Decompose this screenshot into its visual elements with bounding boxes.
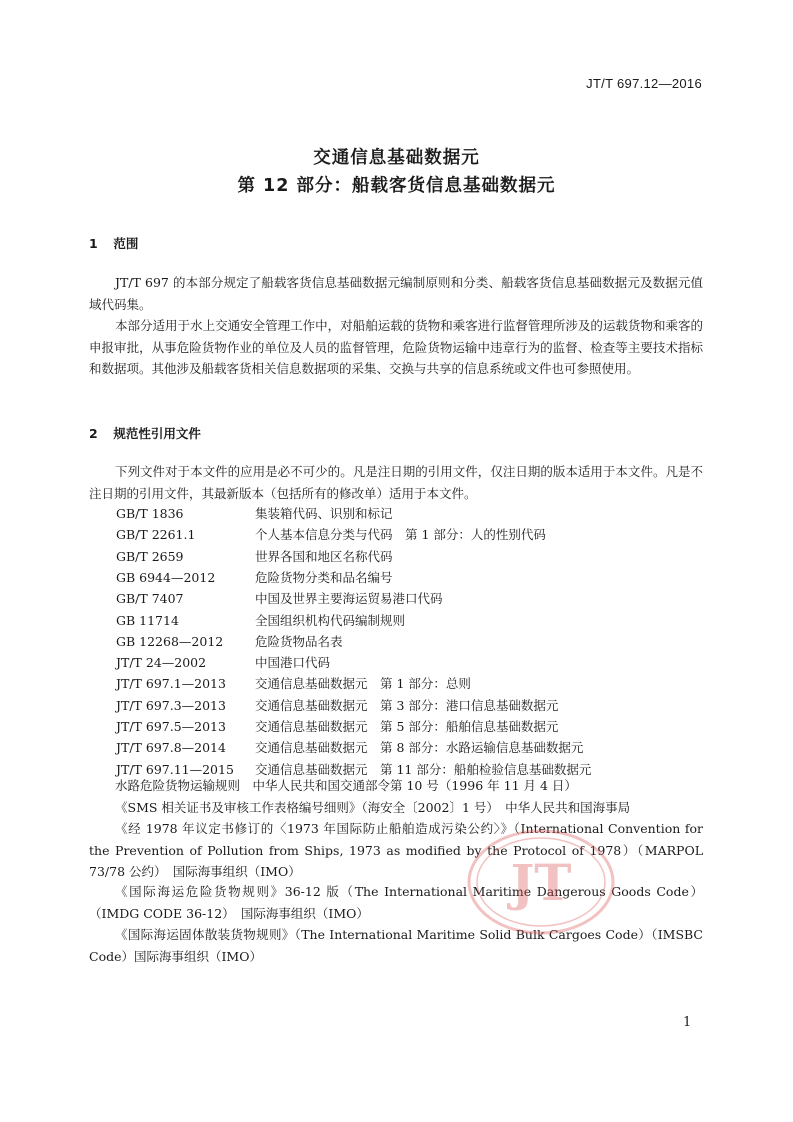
section-number: 1	[89, 236, 98, 251]
reference-row	[116, 652, 330, 673]
reference-code: JT/T 697.1—2013	[116, 676, 226, 692]
jt-watermark-stamp	[466, 828, 616, 936]
other-reference-4: 《国际海运危险货物规则》36-12 版（The International Maritime Dangerous Goods Code）（IMDG CODE 36-12） 国际海事组织（IMO）	[89, 884, 703, 921]
section-heading-scope	[89, 234, 138, 252]
reference-code: GB/T 7407	[116, 591, 184, 607]
reference-row	[116, 546, 393, 567]
section-number: 2	[89, 426, 98, 441]
reference-row	[116, 716, 558, 737]
reference-name: 全国组织机构代码编制规则	[255, 612, 406, 628]
other-reference-5: 《国际海运固体散装货物规则》（The International Maritime Solid Bulk Cargoes Code）（IMSBC Code）国际海事组织（IMO）	[89, 927, 703, 964]
reference-row	[116, 503, 393, 524]
reference-name: 中国港口代码	[255, 655, 331, 671]
reference-code: JT/T 697.3—2013	[116, 697, 226, 713]
reference-name: 交通信息基础数据元 第 1 部分：总则	[255, 676, 471, 692]
scope-paragraph-1: JT/T 697 的本部分规定了船载客货信息基础数据元编制原则和分类、船载客货信息基础数据元及数据元值域代码集。	[89, 275, 703, 312]
reference-row	[116, 737, 583, 758]
other-reference-1: 水路危险货物运输规则 中华人民共和国交通部令第 10 号（1996 年 11 月 4 日）	[115, 778, 577, 793]
reference-code: JT/T 697.11—2015	[116, 761, 234, 777]
reference-name: 交通信息基础数据元 第 5 部分：船舶信息基础数据元	[255, 719, 559, 734]
section-title: 规范性引用文件	[113, 426, 201, 441]
reference-code: GB/T 2659	[116, 548, 184, 564]
reference-code: GB/T 1836	[116, 506, 184, 521]
scope-paragraph-2: 本部分适用于水上交通安全管理工作中，对船舶运载的货物和乘客进行监督管理所涉及的运载货物和乘客的申报审批，从事危险货物作业的单位及人员的监督管理，危险货物运输中违章行为的监督、检查等主要技术指标和数据项。其他涉及船载客货相关信息数据项的采集、交换与共享的信息系统或文件也可参照使用。	[89, 318, 703, 376]
document-subtitle: 第 12 部分：船载客货信息基础数据元	[237, 176, 556, 196]
reference-name: 中国及世界主要海运贸易港口代码	[255, 591, 443, 607]
section-title: 范围	[113, 236, 139, 251]
reference-name: 危险货物品名表	[255, 633, 343, 649]
reference-name: 危险货物分类和品名编号	[255, 569, 393, 585]
reference-code: JT/T 697.5—2013	[116, 719, 226, 734]
svg-text:JT: JT	[510, 853, 572, 912]
reference-name: 个人基本信息分类与代码 第 1 部分：人的性别代码	[255, 527, 546, 543]
reference-row	[116, 695, 558, 716]
reference-code: GB/T 2261.1	[116, 527, 196, 543]
reference-name: 交通信息基础数据元 第 3 部分：港口信息基础数据元	[255, 697, 559, 713]
reference-name: 交通信息基础数据元 第 11 部分：船舶检验信息基础数据元	[255, 761, 592, 777]
standard-number: JT/T 697.12—2016	[586, 76, 702, 91]
reference-code: GB 12268—2012	[116, 633, 224, 649]
reference-row	[116, 673, 471, 694]
reference-row	[116, 588, 443, 609]
reference-name: 集装箱代码、识别和标记	[255, 506, 393, 521]
normative-intro-paragraph: 下列文件对于本文件的应用是必不可少的。凡是注日期的引用文件，仅注日期的版本适用于本文件。凡是不注日期的引用文件，其最新版本（包括所有的修改单）适用于本文件。	[89, 464, 703, 501]
document-title: 交通信息基础数据元	[313, 148, 480, 168]
reference-row	[116, 524, 546, 545]
reference-name: 交通信息基础数据元 第 8 部分：水路运输信息基础数据元	[255, 740, 584, 756]
reference-code: JT/T 697.8—2014	[116, 740, 226, 756]
reference-code: GB 6944—2012	[116, 569, 216, 585]
reference-code: GB 11714	[116, 612, 179, 628]
reference-row	[116, 567, 393, 588]
reference-code: JT/T 24—2002	[116, 655, 207, 671]
reference-row	[116, 610, 405, 631]
other-reference-2: 《SMS 相关证书及审核工作表格编号细则》（海安全〔2002〕1 号） 中华人民共和国海事局	[115, 800, 631, 815]
page-number: 1	[683, 1015, 692, 1030]
other-reference-3: 《经 1978 年议定书修订的〈1973 年国际防止船舶造成污染公约〉》（International Convention for the Prevention of Pollution from Ships, 1973 as modified by the Protocol of 1978）（MARPOL 73/78 公约） 国际海事组织（IMO）	[89, 821, 703, 879]
section-heading-normative-references	[89, 424, 201, 442]
reference-name: 世界各国和地区名称代码	[255, 548, 393, 564]
reference-row	[116, 631, 343, 652]
